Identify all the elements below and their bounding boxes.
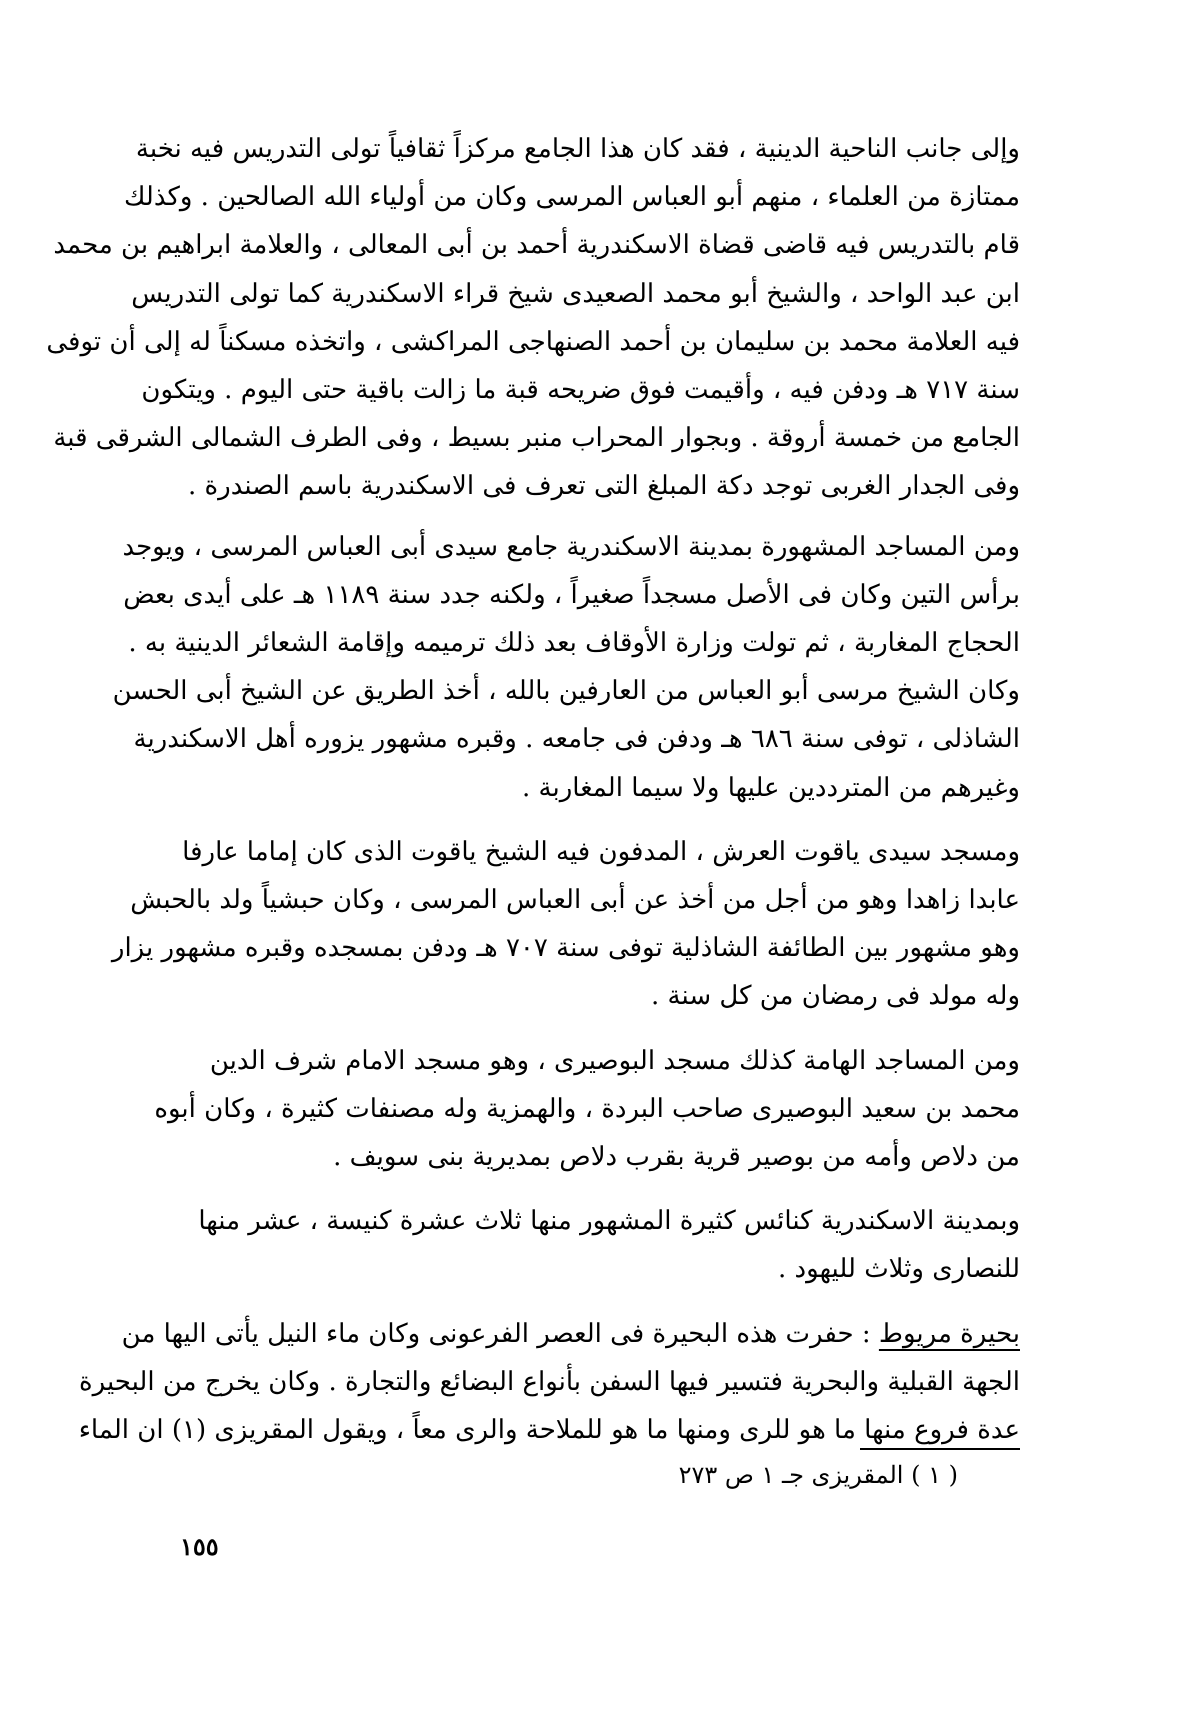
text-line: عابدا زاهدا وهو من أجل من أخذ عن أبى العباس المرسى ، وكان حبشياً ولد بالحبش bbox=[130, 885, 1020, 916]
text-line: محمد بن سعيد البوصيرى صاحب البردة ، والهمزية وله مصنفات كثيرة ، وكان أبوه bbox=[154, 1093, 1020, 1124]
text-line: الجهة القبلية والبحرية فتسير فيها السفن بأنواع البضائع والتجارة . وكان يخرج من البحيرة bbox=[78, 1366, 1020, 1397]
footnote: ( ١ ) المقريزى جـ ١ ص ٢٧٣ bbox=[678, 1461, 958, 1489]
paragraph-churches bbox=[198, 1197, 1020, 1293]
text-line: فيه العلامة محمد بن سليمان بن أحمد الصنهاجى المراكشى ، واتخذه مسكناً له إلى أن توفى bbox=[46, 326, 1020, 357]
text-line: الحجاج المغاربة ، ثم تولت وزارة الأوقاف بعد ذلك ترميمه وإقامة الشعائر الدينية به . bbox=[128, 628, 1020, 659]
lake-mariout-heading: بحيرة مريوط bbox=[878, 1318, 1020, 1349]
paragraph-yaqut-mosque bbox=[111, 828, 1020, 1021]
text-line: ومسجد سيدى ياقوت العرش ، المدفون فيه الشيخ ياقوت الذى كان إماما عارفا bbox=[182, 836, 1020, 867]
text-line: من دلاص وأمه من بوصير قرية بقرب دلاص بمديرية بنى سويف . bbox=[333, 1142, 1020, 1173]
text-line: ممتازة من العلماء ، منهم أبو العباس المرسى وكان من أولياء الله الصالحين . وكذلك bbox=[123, 182, 1020, 213]
text-line: برأس التين وكان فى الأصل مسجداً صغيراً ، ولكنه جدد سنة ١١٨٩ هـ على أيدى بعض bbox=[123, 579, 1020, 610]
text-line: وكان الشيخ مرسى أبو العباس من العارفين بالله ، أخذ الطريق عن الشيخ أبى الحسن bbox=[112, 676, 1020, 707]
text-line: وهو مشهور بين الطائفة الشاذلية توفى سنة ٧٠٧ هـ ودفن بمسجده وقبره مشهور يزار bbox=[111, 933, 1020, 964]
text-line: الجامع من خمسة أروقة . وبجوار المحراب منبر بسيط ، وفى الطرف الشمالى الشرقى قبة bbox=[53, 423, 1020, 454]
paragraph-mosque-teaching bbox=[46, 125, 1020, 511]
text-line bbox=[121, 1310, 1020, 1358]
body-text bbox=[46, 125, 1020, 1470]
text-line: وفى الجدار الغربى توجد دكة المبلغ التى تعرف فى الاسكندرية باسم الصندرة . bbox=[187, 471, 1020, 502]
text-line: وله مولد فى رمضان من كل سنة . bbox=[651, 981, 1020, 1012]
text-line: قام بالتدريس فيه قاضى قضاة الاسكندرية أحمد بن أبى المعالى ، والعلامة ابراهيم بن محمد bbox=[53, 230, 1020, 261]
text-line: ومن المساجد المشهورة بمدينة الاسكندرية جامع سيدى أبى العباس المرسى ، ويوجد bbox=[122, 531, 1020, 562]
text-line: الشاذلى ، توفى سنة ٦٨٦ هـ ودفن فى جامعه . وقبره مشهور يزوره أهل الاسكندرية bbox=[133, 724, 1020, 755]
text-line: ابن عبد الواحد ، والشيخ أبو محمد الصعيدى شيخ قراء الاسكندرية كما تولى التدريس bbox=[131, 278, 1020, 309]
text-line: عدة فروع منها ما هو للرى ومنها ما هو للملاحة والرى معاً ، ويقول المقريزى (١) ان الماء bbox=[78, 1415, 1020, 1446]
text-line: وبمدينة الاسكندرية كنائس كثيرة المشهور منها ثلاث عشرة كنيسة ، عشر منها bbox=[198, 1206, 1020, 1237]
paragraph-busiri-mosque bbox=[154, 1037, 1020, 1182]
text-line: ومن المساجد الهامة كذلك مسجد البوصيرى ، وهو مسجد الامام شرف الدين bbox=[209, 1045, 1020, 1076]
text-line: سنة ٧١٧ هـ ودفن فيه ، وأقيمت فوق ضريحه قبة ما زالت باقية حتى اليوم . ويتكون bbox=[141, 375, 1020, 406]
lake-mariout-intro: : حفرت هذه البحيرة فى العصر الفرعونى وكان ماء النيل يأتى اليها من bbox=[121, 1318, 871, 1349]
paragraph-lake-mariout bbox=[78, 1310, 1020, 1455]
text-line: وغيرهم من المترددين عليها ولا سيما المغاربة . bbox=[522, 772, 1020, 803]
text-line: وإلى جانب الناحية الدينية ، فقد كان هذا الجامع مركزاً ثقافياً تولى التدريس فيه نخبة bbox=[135, 134, 1020, 164]
paragraph-abu-al-abbas-mosque bbox=[112, 523, 1020, 812]
page-number: ١٥٥ bbox=[180, 1532, 219, 1561]
footnote-divider bbox=[860, 1448, 1020, 1450]
text-line: للنصارى وثلاث لليهود . bbox=[778, 1254, 1020, 1285]
